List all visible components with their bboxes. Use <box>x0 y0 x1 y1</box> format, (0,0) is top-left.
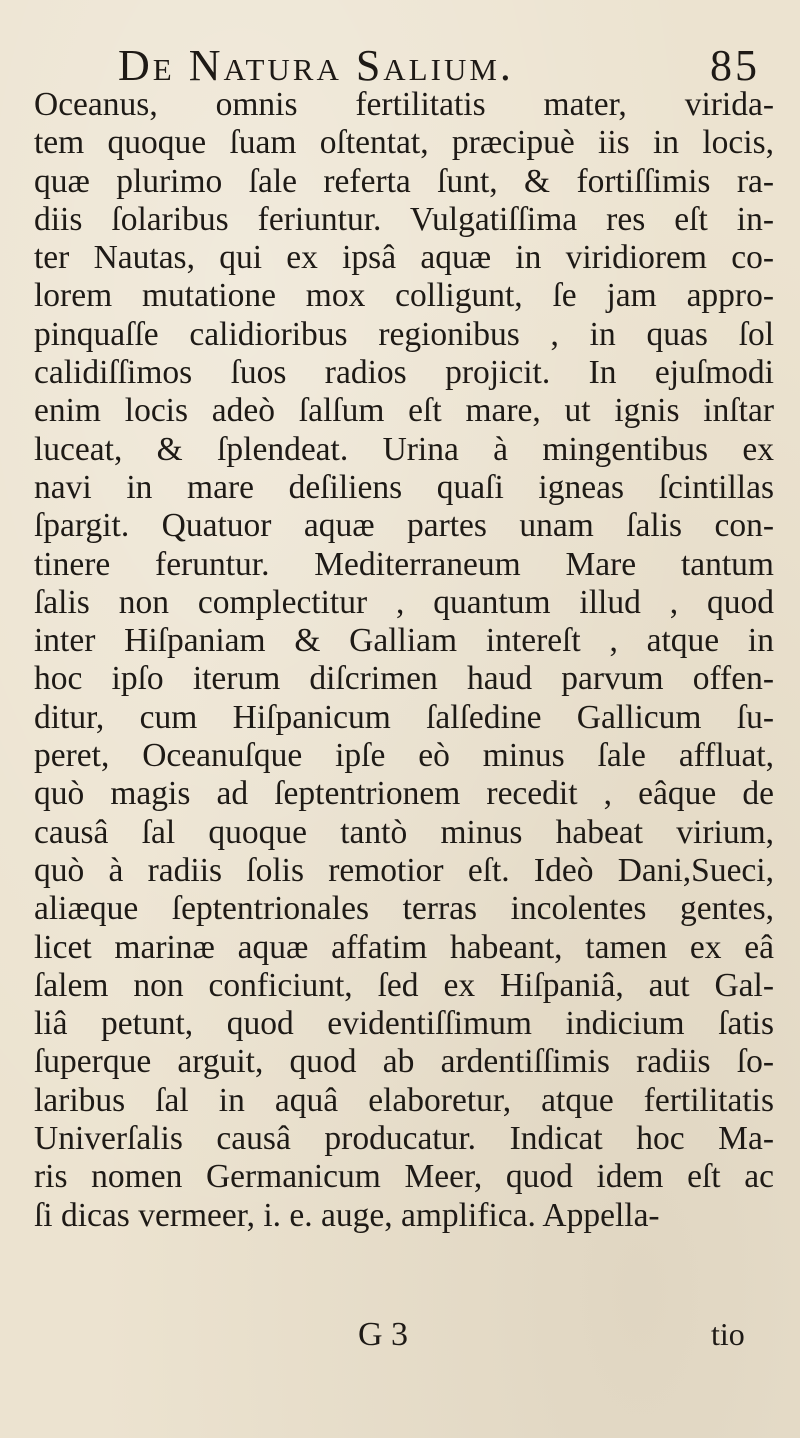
text-line: enim locis adeò ſalſum eſt mare, ut ignis inſtar <box>34 392 774 430</box>
text-line: luceat, & ſplendeat. Urina à mingentibus ex <box>34 430 774 468</box>
text-line: ter Nautas, qui ex ipsâ aquæ in viridiorem co- <box>34 239 774 277</box>
running-head <box>118 40 768 92</box>
text-line: quò magis ad ſeptentrionem recedit , eâque de <box>34 775 774 813</box>
text-line: inter Hiſpaniam & Galliam intereſt , atque in <box>34 622 774 660</box>
text-line: licet marinæ aquæ affatim habeant, tamen ex eâ <box>34 928 774 966</box>
page-number: 85 <box>710 41 760 90</box>
text-line: quæ plurimo ſale referta ſunt, & fortiſſimis ra- <box>34 162 774 200</box>
text-line: ſi dicas vermeer, i. e. auge, amplifica. Appella- <box>34 1196 660 1234</box>
text-line: tem quoque ſuam oſtentat, præcipuè iis in locis, <box>34 124 774 162</box>
text-line: tinere feruntur. Mediterraneum Mare tantum <box>34 545 774 583</box>
catchword: tio <box>711 1316 745 1352</box>
text-line: ſuperque arguit, quod ab ardentiſſimis radiis ſo- <box>34 1043 774 1081</box>
text-line: liâ petunt, quod evidentiſſimum indicium ſatis <box>34 1005 774 1043</box>
body-text <box>34 86 774 1235</box>
text-line: quò à radiis ſolis remotior eſt. Ideò Dani,Sueci, <box>34 851 774 889</box>
text-line: ſalis non complectitur , quantum illud , quod <box>34 583 774 621</box>
text-line: ſalem non conficiunt, ſed ex Hiſpaniâ, aut Gal- <box>34 966 774 1004</box>
text-line: hoc ipſo iterum diſcrimen haud parvum offen- <box>34 660 774 698</box>
text-line: lorem mutatione mox colligunt, ſe jam appro- <box>34 277 774 315</box>
text-line: Univerſalis causâ producatur. Indicat hoc Ma- <box>34 1120 774 1158</box>
signature-mark: G 3 <box>358 1316 409 1353</box>
text-line: calidiſſimos ſuos radios projicit. In ejuſmodi <box>34 354 774 392</box>
text-line: causâ ſal quoque tantò minus habeat virium, <box>34 813 774 851</box>
text-line: peret, Oceanuſque ipſe eò minus ſale affluat, <box>34 737 774 775</box>
text-line: pinquaſſe calidioribus regionibus , in quas ſol <box>34 315 774 353</box>
text-line: ſpargit. Quatuor aquæ partes unam ſalis con- <box>34 507 774 545</box>
text-line: ditur, cum Hiſpanicum ſalſedine Gallicum ſu- <box>34 698 774 736</box>
text-line: aliæque ſeptentrionales terras incolentes gentes, <box>34 890 774 928</box>
running-title: De Natura Salium. <box>118 41 514 90</box>
text-line: navi in mare deſiliens quaſi igneas ſcintillas <box>34 468 774 506</box>
text-line: ris nomen Germanicum Meer, quod idem eſt ac <box>34 1158 774 1196</box>
text-line: diis ſolaribus feriuntur. Vulgatiſſima res eſt in- <box>34 200 774 238</box>
text-line: Oceanus, omnis fertilitatis mater, virida- <box>34 86 774 123</box>
text-line: laribus ſal in aquâ elaboretur, atque fertilitatis <box>34 1081 774 1119</box>
